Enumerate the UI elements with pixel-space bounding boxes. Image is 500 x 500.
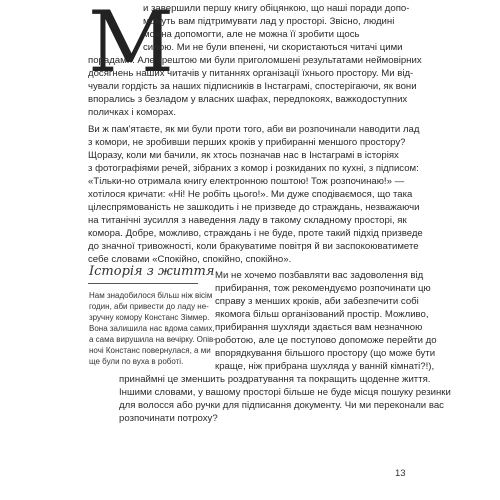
intro-line: можуть вам підтримувати лад у просторі. Звісно, людині [143, 16, 395, 27]
paragraph-line: «Тільки-но отримала книгу електронною поштою! Тож розпочинаю!» — [88, 176, 405, 187]
paragraph-line: принаймні це зменшить роздратування та покращить щоденне життя. [119, 374, 431, 385]
page-number: 13 [395, 468, 406, 479]
paragraph-line: себе словами «Спокійно, спокійно, спокійно». [88, 254, 292, 265]
paragraph-line: цілеспрямованість не зашкодить і не призведе до страждань, незважаючи [88, 202, 420, 213]
sidebar-line: зручну комору Констанс Зіммер. [89, 313, 210, 322]
sidebar-line: ночі Констанс повернулася, а ми [89, 346, 211, 355]
column-line: прибирання шухляди здається вам незначною [215, 322, 423, 333]
intro-line: и завершили першу книгу обіцянкою, що наші поради допо- [143, 3, 410, 14]
paragraph-line: впорались з безладом у власних шафах, передпокоях, важкодоступних [88, 94, 408, 105]
paragraph-line: розпочинати потроху? [119, 413, 218, 424]
column-line: справу з менших кроків, аби забезпечити собі [215, 296, 419, 307]
column-line: Ми не хочемо позбавляти вас задоволення від [215, 270, 424, 281]
paragraph-line: на титанічні зусилля з наведення ладу в такому складному просторі, як [88, 215, 407, 226]
paragraph-line: Іншими словами, у вашому просторі більше не буде місця пошуку резинки [119, 387, 451, 398]
intro-line: можна допомогти, але не можна її зробити щось [143, 29, 360, 40]
column-line: роботою, але це поступово допоможе перейти до [215, 335, 437, 346]
paragraph-line: поличках і коморах. [88, 107, 176, 118]
column-line: якомога більш організований простір. Можливо, [215, 309, 429, 320]
intro-line: силою. Ми не були впенені, чи скористаються читачі цими [143, 42, 403, 53]
paragraph-line: з комори, не зробивши перших кроків у прибиранні меншого простору? [88, 137, 406, 148]
sidebar-line: ще були по вуха в роботі. [89, 357, 184, 366]
drop-cap: М [88, 0, 175, 91]
paragraph-line: Ви ж пам'ятаєте, як ми були проти того, аби ви розпочинали наводити лад [88, 124, 420, 135]
paragraph-line: чували гордість за наших підписників в Інстаграмі, спостерігаючи, як вони [88, 81, 417, 92]
sidebar-line: а сама вирушила на вечірку. Опів- [89, 335, 216, 344]
paragraph-line: порадами. Але зрештою ми були приголомшені результатами неймовірних [88, 55, 422, 66]
sidebar-line: Нам знадобилося більш ніж вісім [89, 291, 213, 300]
sidebar-title: Історія з життя [89, 264, 215, 279]
sidebar-divider [88, 283, 198, 284]
column-line: впорядкування більшого простору (що може бути [215, 348, 436, 359]
paragraph-line: комора. Добре, можливо, страждань і не буде, проте такий підхід призведе [88, 228, 423, 239]
column-line: прибирання, тож рекомендуємо розпочинати цю [215, 283, 431, 294]
paragraph-line: досягнень наших читачів у питаннях організації їхнього простору. Ми від- [88, 68, 414, 79]
sidebar-line: годин, аби привести до ладу не- [89, 302, 209, 311]
paragraph-line: хотілося кричати: «Ні! Не робіть цього!». Ми дуже сподіваємося, що така [88, 189, 413, 200]
column-line: краще, ніж прибрана шухляда у ванній кімнаті?!), [215, 361, 435, 372]
paragraph-line: Щоразу, коли ми бачили, як хтось позначав нас в Інстаграмі в історіях [88, 150, 399, 161]
paragraph-line: до значної тривожності, коли бракуватиме повітря й ви заспокоюватимете [88, 241, 419, 252]
sidebar-line: Вона залишила нас вдома самих, [89, 324, 215, 333]
paragraph-line: для волосся або ручки для підписання документу. Чи ми переконали вас [119, 400, 444, 411]
paragraph-line: з фотографіями речей, зібраних з комор і розкиданих по кухні, з підписом: [88, 163, 419, 174]
